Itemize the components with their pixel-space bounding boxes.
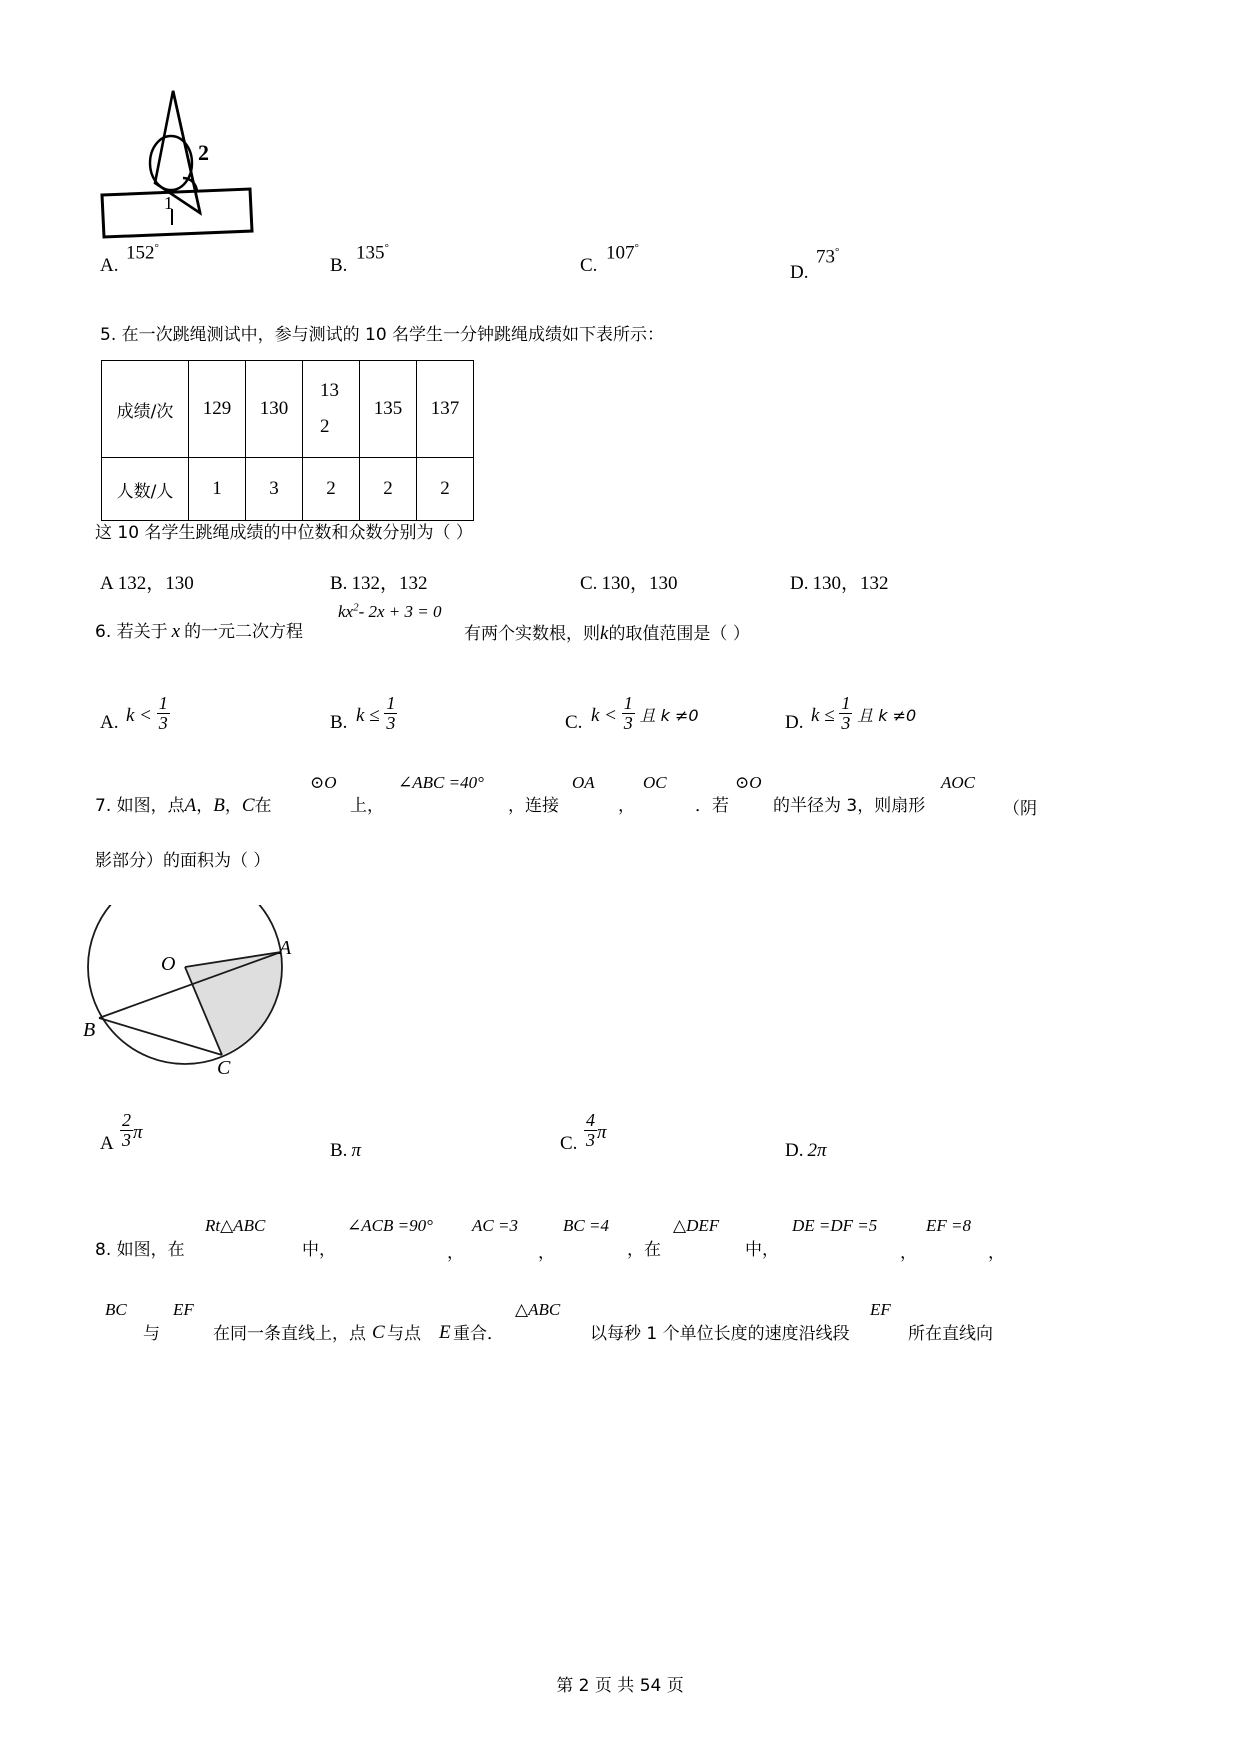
table-cell-score-3-text: 132: [320, 379, 339, 437]
q7-stem-line1: [95, 773, 1037, 820]
q7-point-c: C: [241, 795, 255, 816]
q6-option-d-expr: [811, 694, 916, 733]
q6-option-a-label: A.: [100, 712, 119, 733]
q6-option-b: [330, 693, 396, 734]
q6-stem-end: 的取值范围是（ ）: [608, 624, 750, 644]
table-header-count: 人数/人: [102, 458, 189, 521]
q8-stem-line1: [95, 1216, 1005, 1264]
q6-eq-k: k: [338, 601, 346, 621]
table-cell-count-5: 2: [417, 458, 474, 521]
q8-c2: ，: [538, 1243, 555, 1263]
q5-option-a: [100, 568, 194, 595]
q8-p2: 中，: [302, 1240, 336, 1260]
q8-l2-p1: 与: [143, 1324, 160, 1344]
fraction-denominator: 3: [122, 1129, 131, 1150]
q8-l2-p2: 在同一条直线上，点: [213, 1324, 366, 1344]
table-cell-count-1: 1: [189, 458, 246, 521]
q8-rt-abc: Rt△ABC: [205, 1216, 266, 1235]
q6-option-c-expr: [591, 694, 699, 733]
q7-segment-oc: OC: [643, 773, 667, 792]
fraction: [157, 694, 170, 733]
q7-option-d-label: D.: [785, 1140, 804, 1161]
q7-segment-oa: OA: [572, 773, 595, 792]
q5-score-table: [101, 360, 474, 521]
fraction-numerator: 1: [158, 693, 168, 713]
q6-option-a-expr: [126, 694, 170, 733]
q7-p7: （阴: [1003, 799, 1037, 819]
q6-option-d-rel: k ≤: [811, 704, 835, 726]
fraction-denominator: 3: [158, 712, 168, 733]
degree-symbol: °: [835, 246, 840, 258]
fraction: [120, 1111, 133, 1150]
table-cell-count-2: 3: [246, 458, 303, 521]
degree-symbol: °: [384, 242, 389, 254]
table-cell-score-5: 137: [417, 361, 474, 458]
q7-option-d-pi: 2π: [807, 1140, 827, 1161]
q4-option-a: [100, 242, 159, 277]
q6-stem-after: 有两个实数根，则: [464, 624, 600, 644]
fraction: [622, 694, 635, 733]
q4-option-b-label: B.: [330, 255, 348, 276]
q8-l2-tri-abc: △ABC: [515, 1300, 561, 1319]
q6-option-d: [785, 693, 917, 734]
q4-figure-angle1-label: 1: [164, 193, 173, 213]
q6-stem-part3: [464, 620, 750, 649]
q6-option-b-expr: [356, 694, 397, 733]
q7-option-a-expr: [120, 1111, 143, 1150]
q5-option-a-text: 132，130: [117, 573, 194, 594]
q7-option-c: [560, 1110, 607, 1155]
q7-c3: ，: [618, 796, 635, 816]
q6-stem-part1: 6. 若关于: [95, 622, 168, 642]
q6-option-c-rel: k <: [591, 704, 618, 726]
q6-stem: [95, 601, 750, 646]
q7-angle-abc: ∠ABC =40°: [398, 773, 484, 792]
q5-option-c-text: 130，130: [601, 573, 678, 594]
q6-equation: [338, 601, 442, 622]
table-cell-score-1: 129: [189, 361, 246, 458]
q4-option-d: [790, 246, 840, 284]
q7-option-c-expr: [584, 1111, 607, 1150]
q7-option-a: [100, 1110, 143, 1155]
q8-c3: ，: [900, 1243, 917, 1263]
q7-p1: 7. 如图，点: [95, 796, 185, 816]
q7-option-b-label: B.: [330, 1140, 348, 1161]
q8-tri-def: △DEF: [673, 1216, 720, 1235]
q7-option-b: [330, 1140, 361, 1162]
q6-option-a-rel: k <: [126, 704, 153, 726]
table-cell-score-4: 135: [360, 361, 417, 458]
q7-figure-label-o: O: [161, 953, 176, 975]
table-row: [102, 361, 474, 458]
table-cell-count-4: 2: [360, 458, 417, 521]
q7-c2: ，: [224, 796, 242, 816]
q6-eq-rest: - 2x + 3 = 0: [358, 601, 442, 621]
table-cell-count-3: 2: [303, 458, 360, 521]
table-header-score: 成绩/次: [102, 361, 189, 458]
fraction-numerator: 1: [623, 693, 633, 713]
q6-option-d-label: D.: [785, 712, 804, 733]
q8-l2-bc: BC: [105, 1300, 127, 1319]
q7-point-b: B: [213, 795, 225, 816]
q5-option-d: [790, 568, 889, 595]
q7-figure: [83, 905, 315, 1079]
q8-l2-p5: 以每秒 1 个单位长度的速度沿线段: [590, 1324, 850, 1344]
q5-option-b-text: 132，132: [351, 573, 428, 594]
q6-option-a: [100, 693, 168, 734]
q4-option-b-value: 135°: [356, 242, 389, 264]
q7-p3: 上，: [350, 796, 384, 816]
q8-l2-p6: 所在直线向: [908, 1324, 993, 1344]
q4-option-c-label: C.: [580, 255, 598, 276]
q8-ef: EF =8: [926, 1216, 971, 1235]
q6-variable-x: x: [171, 621, 181, 642]
q8-l2-p3: 与点: [387, 1324, 421, 1344]
q6-option-b-label: B.: [330, 712, 348, 733]
q7-stem-line2: 影部分）的面积为（ ）: [95, 851, 271, 871]
fraction: [384, 694, 397, 733]
q7-circle-o-1: ⊙O: [310, 773, 337, 792]
q6-option-c: [565, 693, 699, 734]
q5-option-b: [330, 568, 427, 595]
q7-option-a-pi: π: [133, 1121, 143, 1143]
q7-c1: ，: [196, 796, 214, 816]
q6-stem-part2: 的一元二次方程: [184, 622, 304, 642]
q8-l2-p4: 重合．: [453, 1324, 504, 1344]
q7-figure-label-b: B: [83, 1019, 96, 1041]
q8-p1: 8. 如图，在: [95, 1240, 185, 1260]
q4-figure-angle2-label: 2: [198, 140, 209, 165]
q7-circle-o-2: ⊙O: [735, 773, 762, 792]
fraction-numerator: 1: [386, 693, 396, 713]
q7-p2: 在: [254, 796, 272, 816]
q4-option-a-value: 152°: [126, 242, 159, 264]
fraction-denominator: 3: [623, 712, 633, 733]
q8-c4: ，: [988, 1243, 1005, 1263]
table-cell-score-3: [303, 361, 360, 458]
q5-option-c-label: C.: [580, 573, 598, 594]
q4-option-c: [580, 242, 639, 277]
q5-stem: 5. 在一次跳绳测试中，参与测试的 10 名学生一分钟跳绳成绩如下表所示：: [100, 325, 665, 345]
q5-option-d-label: D.: [790, 573, 809, 594]
q7-p6: 的半径为 3，则扇形: [773, 796, 926, 816]
q6-eq-x: x: [345, 601, 354, 621]
q4-figure: [100, 85, 360, 240]
q7-option-b-pi: π: [351, 1140, 361, 1161]
q8-de-df: DE =DF =5: [792, 1216, 878, 1235]
fraction-denominator: 3: [586, 1129, 595, 1150]
fraction: [839, 694, 852, 733]
degree-symbol: °: [154, 242, 159, 254]
q7-figure-label-c: C: [217, 1057, 231, 1079]
table-row: [102, 458, 474, 521]
q5-question: 这 10 名学生跳绳成绩的中位数和众数分别为（ ）: [95, 523, 473, 543]
q8-l2-point-e: E: [439, 1322, 451, 1343]
degree-symbol: °: [634, 242, 639, 254]
q4-option-b: [330, 242, 389, 277]
q7-p5: ．若: [695, 796, 729, 816]
q5-option-c: [580, 568, 677, 595]
q8-l2-ef: EF: [173, 1300, 194, 1319]
q6-option-d-extra: 且 k ≠0: [857, 705, 917, 725]
q4-option-d-value: 73°: [816, 246, 840, 268]
q7-p4: ，连接: [508, 796, 559, 816]
table-cell-score-2: 130: [246, 361, 303, 458]
fraction-numerator: 1: [841, 693, 851, 713]
q5-option-b-label: B.: [330, 573, 348, 594]
q7-option-c-pi: π: [597, 1121, 607, 1143]
q8-p3: ，在: [627, 1240, 661, 1260]
page-footer: 第 2 页 共 54 页: [556, 1676, 684, 1696]
fraction: [584, 1111, 597, 1150]
q6-option-b-rel: k ≤: [356, 704, 380, 726]
q5-option-d-text: 130，132: [812, 573, 889, 594]
q7-figure-label-a: A: [279, 937, 292, 959]
fraction-numerator: 4: [586, 1110, 595, 1130]
fraction-denominator: 3: [841, 712, 851, 733]
q6-option-c-label: C.: [565, 712, 583, 733]
q8-l2-point-c: C: [372, 1322, 385, 1343]
q4-option-a-label: A.: [100, 255, 119, 276]
q8-p4: 中，: [745, 1240, 779, 1260]
q7-option-c-label: C.: [560, 1133, 578, 1154]
q8-c1: ，: [447, 1243, 464, 1263]
q5-option-a-label: A: [100, 573, 114, 594]
q8-bc: BC =4: [563, 1216, 609, 1235]
q7-option-a-label: A: [100, 1133, 114, 1154]
q4-option-c-value: 107°: [606, 242, 639, 264]
q7-option-d: [785, 1140, 827, 1162]
q6-option-c-extra: 且 k ≠0: [639, 705, 699, 725]
fraction-denominator: 3: [386, 712, 396, 733]
q6-eq-exp: 2: [353, 601, 359, 613]
q7-point-a: A: [184, 795, 197, 816]
q8-l2-ef2: EF: [870, 1300, 891, 1319]
q8-ac: AC =3: [472, 1216, 518, 1235]
q6-variable-k: k: [600, 623, 609, 644]
q7-sector-aoc: AOC: [941, 773, 975, 792]
fraction-numerator: 2: [122, 1110, 131, 1130]
q8-angle-acb: ∠ACB =90°: [347, 1216, 433, 1235]
q4-option-d-label: D.: [790, 262, 809, 283]
